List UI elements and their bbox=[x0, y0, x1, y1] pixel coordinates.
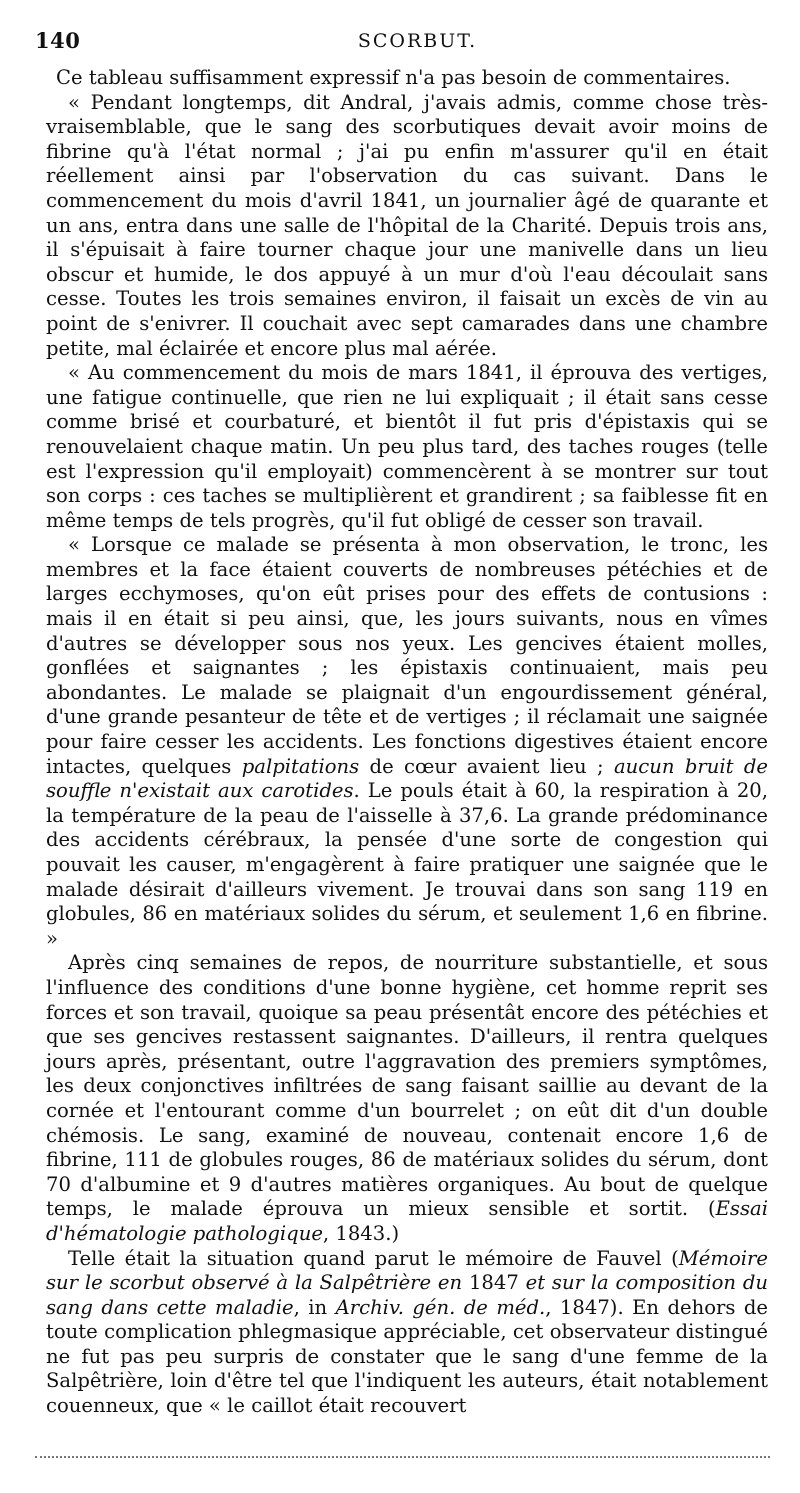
italic-text: aucun bruit de souffle n'existait aux carotides bbox=[46, 754, 769, 803]
text-segment: « Au commencement du mois de mars 1841, il éprouva des vertiges, une fatigue continuelle, que rien ne lui expliquait ; il était sans cesse comme brisé et courbaturé, et bientôt il fut pris d'épistaxis qui se renouvelaient chaque matin. Un peu plus tard, des taches rouges (telle est l'expression qu'il employait) commencèrent à se montrer sur tout son corps : ces taches se multiplièrent et grandirent ; sa faiblesse fit en même temps de tels progrès, qu'il fut obligé de cesser son travail. bbox=[46, 361, 768, 532]
text-segment: Telle était la situation quand parut le mémoire de Fauvel ( bbox=[68, 1246, 679, 1270]
italic-text: Archiv. gén. de méd. bbox=[335, 1295, 546, 1319]
running-head: SCORBUT. bbox=[357, 30, 478, 52]
text-segment: 1847 bbox=[462, 1271, 526, 1295]
text-segment: « Pendant longtemps, dit Andral, j'avais admis, comme chose très-vraisemblable, que le sang des scorbutiques devait avoir moins de fibrine qu'à l'état normal ; j'ai pu enfin m'assurer qu'il en était réellement ainsi par l'observation du cas suivant. Dans le commencement du mois d'avril 1841, un journalier âgé de quarante et un ans, entra dans une salle de l'hôpital de la Charité. Depuis trois ans, il s'épuisait à faire tourner chaque jour une manivelle dans un lieu obscur et humide, le dos appuyé à un mur d'où l'eau découlait sans cesse. Toutes les trois semaines environ, il faisait un excès de vin au point de s'enivrer. Il couchait avec sept camarades dans une chambre petite, mal éclairée et encore plus mal aérée. bbox=[46, 90, 768, 360]
italic-text: Mémoire sur le scorbut observé à la Salpêtrière en bbox=[46, 1246, 768, 1295]
italic-text: et sur la composition du sang dans cette maladie bbox=[46, 1271, 768, 1319]
text-segment: . Le pouls était à 60, la respiration à 20, la température de la peau de l'aisselle à 37,6. La grande prédominance des accidents cérébraux, la pensée d'une sorte de congestion qui pouvait les causer, m'engagèrent à faire pratiquer une saignée que le malade désirait d'ailleurs vivement. Je trouvai dans son sang 119 en globules, 86 en matériaux solides du sérum, et seulement 1,6 en fibrine. » bbox=[46, 779, 768, 950]
paragraph bbox=[46, 66, 768, 91]
text-segment: , 1843.) bbox=[322, 1221, 400, 1245]
text-segment: , in bbox=[293, 1295, 336, 1319]
paragraph bbox=[46, 951, 768, 1246]
italic-text: palpitations bbox=[241, 754, 360, 778]
text-segment: « Lorsque ce malade se présenta à mon observation, le tronc, les membres et la face étaient couverts de nombreuses pétéchies et de larges ecchymoses, qu'on eût prises pour des effets de contusions : mais il en était si peu ainsi, que, les jours suivants, nous en vîmes d'autres se développer sous nos yeux. Les gencives étaient molles, gonflées et saignantes ; les épistaxis continuaient, mais peu abondantes. Le malade se plaignait d'un engourdissement général, d'une grande pesanteur de tête et de vertiges ; il réclamait une saignée pour faire cesser les accidents. Les fonctions digestives étaient encore intactes, quelques bbox=[46, 533, 768, 778]
text-segment: de cœur avaient lieu ; bbox=[359, 754, 614, 778]
paragraph bbox=[46, 533, 768, 951]
page-number: 140 bbox=[35, 28, 81, 53]
body-text bbox=[46, 66, 768, 1419]
paragraph bbox=[46, 361, 768, 533]
paragraph bbox=[46, 1247, 768, 1419]
text-segment: Ce tableau suffisamment expressif n'a pas besoin de commentaires. bbox=[56, 66, 731, 89]
text-segment: , 1847). En dehors de toute complication phlegmasique appréciable, cet observateur distingué ne fut pas peu surpris de constater que le sang d'une femme de la Salpêtrière, loin d'être tel que l'indiquent les auteurs, était notablement couenneux, que « le caillot était recouvert bbox=[46, 1295, 768, 1418]
paragraph bbox=[46, 91, 768, 362]
page-header bbox=[35, 28, 770, 58]
footer-rule bbox=[35, 1456, 770, 1458]
italic-text: Essai d'hématologie pathologique bbox=[46, 1197, 768, 1245]
text-segment: Après cinq semaines de repos, de nourriture substantielle, et sous l'influence des conditions d'une bonne hygiène, cet homme reprit ses forces et son travail, quoique sa peau présentât encore des pétéchies et que ses gencives restassent saignantes. D'ailleurs, il rentra quelques jours après, présentant, outre l'aggravation des premiers symptômes, les deux conjonctives infiltrées de sang faisant saillie au devant de la cornée et l'entourant comme d'un bourrelet ; on eût dit d'un double chémosis. Le sang, examiné de nouveau, contenait encore 1,6 de fibrine, 111 de globules rouges, 86 de matériaux solides du sérum, dont 70 d'albumine et 9 d'autres matières organiques. Au bout de quelque temps, le malade éprouva un mieux sensible et sortit. ( bbox=[46, 951, 768, 1221]
